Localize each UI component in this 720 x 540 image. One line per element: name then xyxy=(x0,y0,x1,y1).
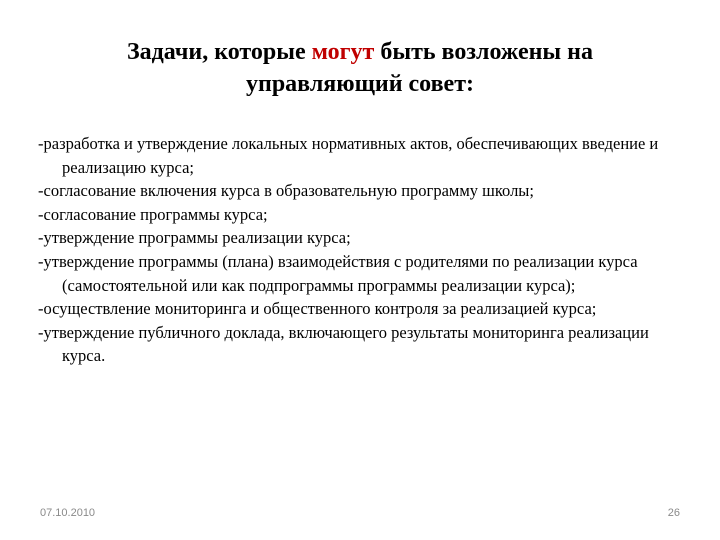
title-text-after: быть возложены на управляющий совет: xyxy=(246,39,593,97)
title-text-before: Задачи, которые xyxy=(126,39,312,65)
task-list-item: -осуществление мониторинга и общественного контроля за реализацией курса; xyxy=(38,299,597,319)
task-list-item: -согласование включения курса в образовательную программу школы; xyxy=(38,181,534,201)
footer-date: 07.10.2010 xyxy=(40,507,96,519)
task-list-item: -разработка и утверждение локальных нормативных актов, обеспечивающих введение и реализацию курса; xyxy=(38,134,659,177)
title-accent-word: могут xyxy=(311,39,375,65)
task-list xyxy=(38,132,688,368)
task-list-item: -согласование программы курса; xyxy=(38,204,268,224)
task-list-item: -утверждение публичного доклада, включающего результаты мониторинга реализации курса. xyxy=(38,322,649,366)
footer-page-number: 26 xyxy=(667,507,680,519)
task-list-item: -утверждение программы реализации курса; xyxy=(38,228,351,248)
slide-title xyxy=(60,36,660,100)
task-list-item: -утверждение программы (плана) взаимодействия с родителями по реализации курса (самостоятельной или как подпрограммы программы реализации курса); xyxy=(38,251,638,295)
